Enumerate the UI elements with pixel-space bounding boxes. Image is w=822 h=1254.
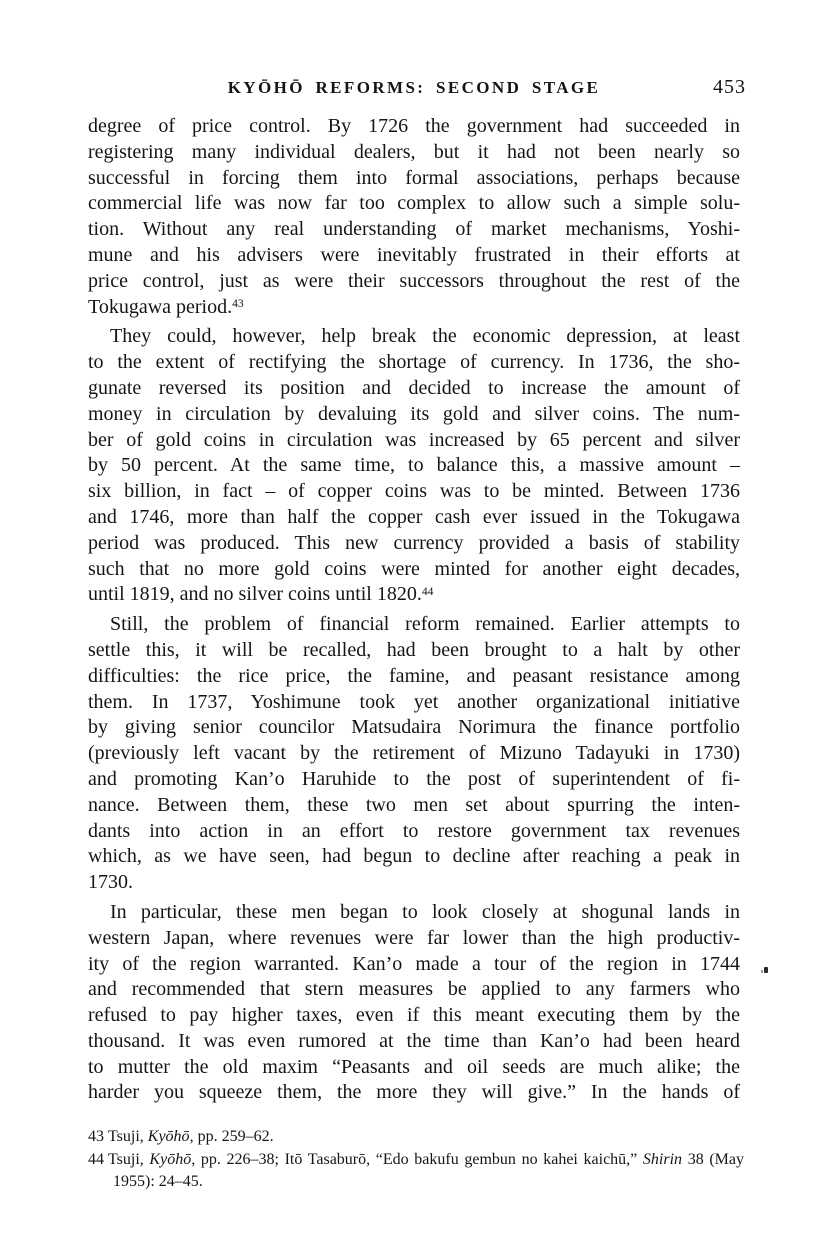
text-line: [88, 531, 740, 557]
text-line-content: ity of the region warranted. Kan’o made a tour of the region in 1744: [88, 952, 740, 975]
text-line-content: price control, just as were their successors throughout the rest of the: [88, 269, 740, 292]
paragraph: [88, 114, 740, 320]
text-line: [88, 1080, 740, 1106]
footnote: [88, 1126, 744, 1149]
text-line: [88, 453, 740, 479]
text-line-content: thousand. It was even rumored at the time than Kan’o had been heard: [88, 1029, 740, 1052]
text-line-content: In particular, these men began to look closely at shogunal lands in: [110, 900, 740, 923]
paragraph: [88, 324, 740, 608]
text-line: [88, 140, 740, 166]
text-line-content: dants into action in an effort to restore government tax revenues: [88, 819, 740, 842]
text-line: [88, 243, 740, 269]
text-line-content: registering many individual dealers, but it had not been nearly so: [88, 140, 740, 163]
text-line: [88, 690, 740, 716]
text-line: [88, 350, 740, 376]
footnote-text-italic: Kyōhō: [149, 1150, 192, 1168]
text-line-content: ber of gold coins in circulation was increased by 65 percent and silver: [88, 428, 740, 451]
text-line: [88, 952, 740, 978]
footnote-reference: 43: [232, 296, 244, 310]
text-line: [88, 166, 740, 192]
text-line: [88, 977, 740, 1003]
footnote-number: 44: [88, 1150, 104, 1168]
text-line-content: six billion, in fact – of copper coins was to be minted. Between 1736: [88, 480, 740, 503]
text-line: [88, 114, 740, 140]
text-line-content: western Japan, where revenues were far lower than the high productiv-: [88, 926, 740, 949]
text-line-content: and promoting Kan’o Haruhide to the post of superintendent of fi-: [88, 767, 740, 790]
footnote-text: Tsuji,: [108, 1128, 148, 1145]
text-line-content: (previously left vacant by the retirement of Mizuno Tadayuki in 1730): [88, 742, 740, 765]
text-line: [88, 870, 740, 896]
text-line: [88, 582, 740, 608]
text-line-content: Still, the problem of financial reform remained. Earlier attempts to: [110, 613, 740, 636]
text-line: [88, 557, 740, 583]
text-line-content: tion. Without any real understanding of market mechanisms, Yoshi-: [88, 218, 740, 241]
text-line: [88, 612, 740, 638]
text-line-content: refused to pay higher taxes, even if this meant executing them by the: [88, 1004, 740, 1027]
text-line: [88, 715, 740, 741]
text-line-content: such that no more gold coins were minted for another eight decades,: [88, 557, 740, 580]
text-line: [88, 479, 740, 505]
text-line: [88, 191, 740, 217]
text-line-content: period was produced. This new currency provided a basis of stability: [88, 531, 740, 554]
text-line-content: mune and his advisers were inevitably frustrated in their efforts at: [88, 243, 740, 266]
text-line-content: them. In 1737, Yoshimune took yet another organizational initiative: [88, 690, 740, 713]
text-line: [88, 664, 740, 690]
paragraph: [88, 900, 740, 1106]
text-line: [88, 505, 740, 531]
text-line-content: nance. Between them, these two men set about spurring the inten-: [88, 793, 740, 816]
footnotes-section: [88, 1126, 744, 1194]
text-line: [88, 1055, 740, 1081]
text-line-content: degree of price control. By 1726 the government had succeeded in: [88, 115, 740, 137]
text-line: [88, 217, 740, 243]
text-line-content: to the extent of rectifying the shortage of currency. In 1736, the sho-: [88, 351, 740, 374]
text-line: [88, 269, 740, 295]
text-line: [88, 324, 740, 350]
text-line-content: by giving senior councilor Matsudaira Norimura the finance portfolio: [88, 716, 740, 739]
text-line: [88, 900, 740, 926]
text-line-content: 1730.: [88, 871, 133, 894]
text-line-content: Tokugawa period.: [88, 295, 233, 318]
text-line: [88, 402, 740, 428]
text-line: [88, 741, 740, 767]
text-line-content: harder you squeeze them, the more they will give.” In the hands of: [88, 1081, 740, 1104]
text-line: [88, 819, 740, 845]
text-line: [88, 767, 740, 793]
text-line-content: commercial life was now far too complex to allow such a simple solu-: [88, 192, 740, 215]
running-head-title: KYŌHŌ REFORMS: SECOND STAGE: [227, 78, 601, 97]
text-line-content: by 50 percent. At the same time, to balance this, a massive amount –: [88, 454, 740, 477]
footnote-text: , pp. 226–38; Itō Tasaburō, “Edo bakufu gembun no kahei kaichū,”: [191, 1150, 643, 1168]
footnote-text: Tsuji,: [108, 1150, 150, 1168]
footnote-reference: 44: [421, 584, 434, 598]
text-line-content: successful in forcing them into formal associations, perhaps because: [88, 166, 740, 189]
text-line-content: and recommended that stern measures be applied to any farmers who: [88, 978, 740, 1001]
body-text: [88, 114, 740, 1106]
footnote-number: 43: [88, 1128, 104, 1145]
footnote: [88, 1149, 744, 1194]
footnote-text-italic: Kyōhō: [147, 1128, 190, 1145]
text-line: [88, 428, 740, 454]
text-line-content: and 1746, more than half the copper cash ever issued in the Tokugawa: [88, 505, 740, 528]
text-line: [88, 1003, 740, 1029]
footnote-text: , pp. 259–62.: [189, 1128, 274, 1145]
text-line-content: gunate reversed its position and decided to increase the amount of: [88, 376, 740, 399]
text-line-content: until 1819, and no silver coins until 1820.: [88, 583, 422, 606]
text-line: [88, 844, 740, 870]
footnote-text-italic: Shirin: [642, 1150, 683, 1168]
text-line: [88, 376, 740, 402]
text-line: [88, 1029, 740, 1055]
footnote-text: 38 (May 1955): 24–45.: [113, 1150, 744, 1190]
text-line-content: which, as we have seen, had begun to decline after reaching a peak in: [88, 845, 740, 868]
text-line-content: to mutter the old maxim “Peasants and oil seeds are much alike; the: [88, 1055, 740, 1078]
paragraph: [88, 612, 740, 896]
text-line: [88, 926, 740, 952]
text-line-content: difficulties: the rice price, the famine, and peasant resistance among: [88, 664, 740, 687]
text-line-content: They could, however, help break the economic depression, at least: [110, 325, 740, 348]
text-line: [88, 295, 740, 321]
text-line: [88, 793, 740, 819]
text-line: [88, 638, 740, 664]
text-line-content: settle this, it will be recalled, had been brought to a halt by other: [88, 638, 740, 661]
scan-artifact-dot: [764, 967, 768, 973]
text-line-content: money in circulation by devaluing its gold and silver coins. The num-: [88, 402, 740, 425]
page-number: 453: [713, 76, 746, 98]
